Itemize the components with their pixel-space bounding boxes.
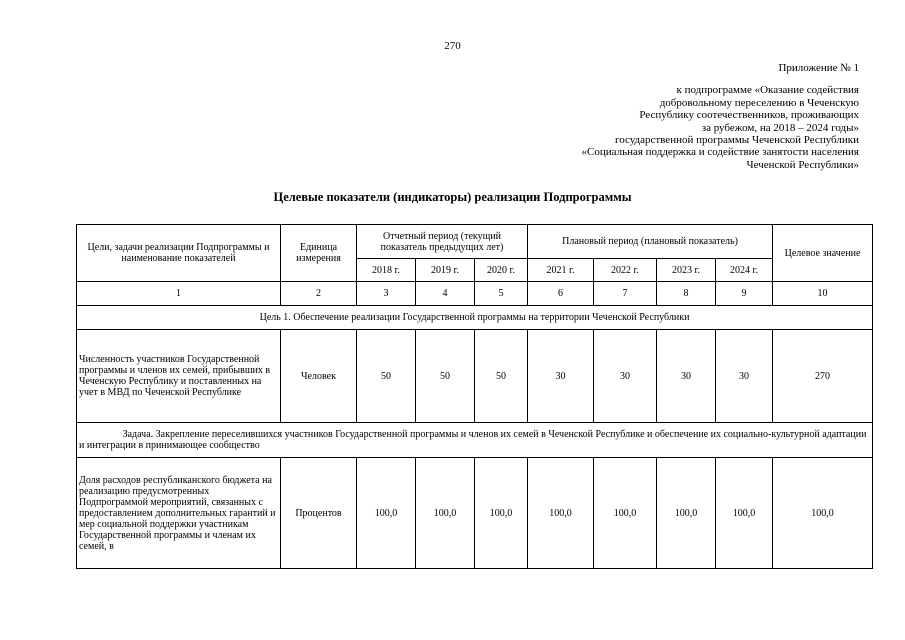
appendix-line: Чеченской Республики»	[746, 158, 859, 171]
header-unit: Единица измерения	[281, 225, 357, 282]
indicator-target: 100,0	[773, 458, 873, 569]
appendix-title: Приложение № 1	[778, 62, 859, 74]
appendix-block	[581, 62, 859, 171]
indicator-name: Доля расходов республиканского бюджета на реализацию предусмотренных Подпрограммой мероприятий, связанных с предоставлением дополнительных гарантий и мер социальной поддержки участникам Государственной программы и членам их семей, в	[77, 458, 281, 569]
indicator-value: 100,0	[594, 458, 657, 569]
indicator-value: 100,0	[716, 458, 773, 569]
indicator-value: 50	[357, 330, 416, 423]
header-year: 2024 г.	[716, 259, 773, 282]
column-number: 7	[594, 282, 657, 306]
column-number: 2	[281, 282, 357, 306]
header-row	[77, 225, 873, 259]
goal-1-text: Цель 1. Обеспечение реализации Государственной программы на территории Чеченской Республики	[77, 306, 873, 330]
indicator-value: 100,0	[657, 458, 716, 569]
appendix-line: добровольному переселению в Чеченскую	[659, 96, 859, 109]
indicator-value: 100,0	[475, 458, 528, 569]
document-title: Целевые показатели (индикаторы) реализации Подпрограммы	[273, 190, 632, 204]
appendix-line: Республику соотечественников, проживающих	[639, 109, 859, 122]
indicator-value: 100,0	[357, 458, 416, 569]
column-number: 4	[416, 282, 475, 306]
indicator-unit: Человек	[281, 330, 357, 423]
header-year: 2018 г.	[357, 259, 416, 282]
indicator-value: 100,0	[528, 458, 594, 569]
header-year: 2019 г.	[416, 259, 475, 282]
indicator-target: 270	[773, 330, 873, 423]
appendix-line: за рубежом, на 2018 – 2024 годы»	[701, 121, 859, 134]
indicator-value: 50	[416, 330, 475, 423]
column-number: 1	[77, 282, 281, 306]
indicator-unit: Процентов	[281, 458, 357, 569]
indicator-value: 30	[594, 330, 657, 423]
indicators-table	[76, 224, 873, 569]
indicator-value: 30	[657, 330, 716, 423]
goal-row	[77, 306, 873, 330]
column-number: 10	[773, 282, 873, 306]
indicator-value: 50	[475, 330, 528, 423]
column-numbers-row	[77, 282, 873, 306]
column-number: 5	[475, 282, 528, 306]
table-row	[77, 330, 873, 423]
table-row	[77, 458, 873, 569]
header-goals: Цели, задачи реализации Подпрограммы и наименование показателей	[77, 225, 281, 282]
appendix-line: «Социальная поддержка и содействие занятости населения	[581, 146, 859, 159]
header-year: 2020 г.	[475, 259, 528, 282]
indicator-name: Численность участников Государственной программы и членов их семей, прибывших в Чеченскую Республику и поставленных на учет в МВД по Чеченской Республике	[77, 330, 281, 423]
column-number: 3	[357, 282, 416, 306]
column-number: 9	[716, 282, 773, 306]
task-row	[77, 423, 873, 458]
header-reporting-period: Отчетный период (текущий показатель предыдущих лет)	[357, 225, 528, 259]
header-target: Целевое значение	[773, 225, 873, 282]
indicator-value: 30	[716, 330, 773, 423]
header-year: 2021 г.	[528, 259, 594, 282]
task-cell	[77, 423, 873, 458]
task-text: Задача. Закрепление переселившихся участников Государственной программы и членов их семей в Чеченской Республике и обеспечение их социально-культурной адаптации и интеграции в принимающее сообщество	[79, 429, 867, 451]
header-planned-period: Плановый период (плановый показатель)	[528, 225, 773, 259]
page-number: 270	[444, 40, 461, 52]
indicator-value: 30	[528, 330, 594, 423]
appendix-line: государственной программы Чеченской Республики	[614, 134, 859, 147]
column-number: 6	[528, 282, 594, 306]
appendix-line: к подпрограмме «Оказание содействия	[676, 84, 859, 97]
column-number: 8	[657, 282, 716, 306]
header-year: 2022 г.	[594, 259, 657, 282]
header-year: 2023 г.	[657, 259, 716, 282]
indicator-value: 100,0	[416, 458, 475, 569]
